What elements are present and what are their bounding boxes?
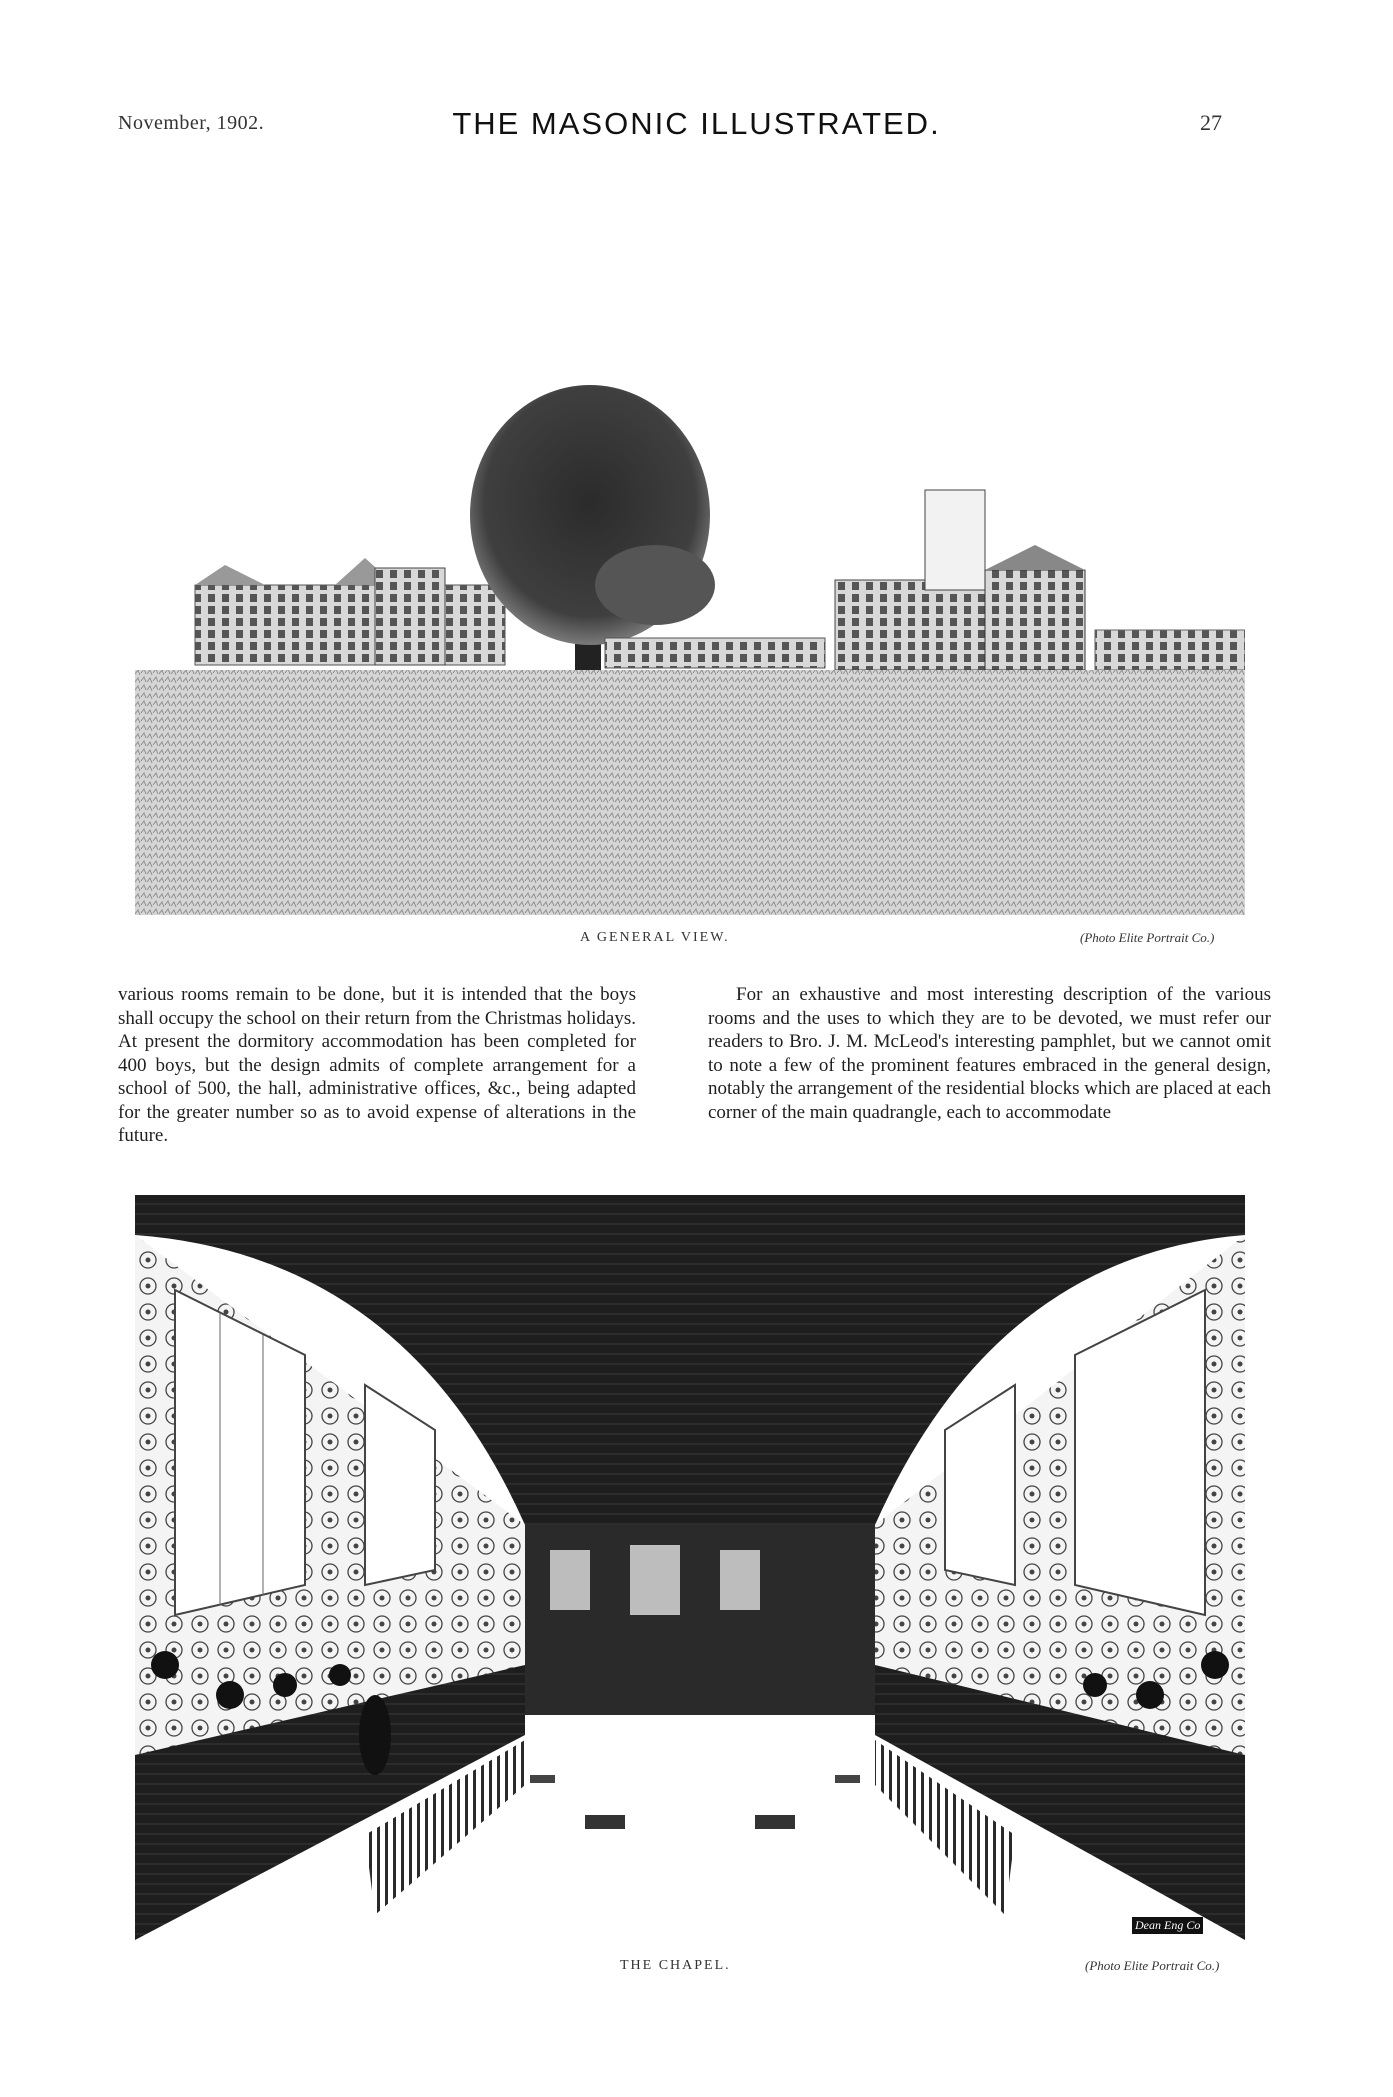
page-number: 27 [1200,110,1222,135]
engraver-mark: Dean Eng Co [1132,1917,1203,1934]
issue-date: November, 1902. [118,112,265,134]
article-column-left [118,983,636,1148]
article-column-right [708,983,1271,1124]
figure-caption-general-view: A GENERAL VIEW. [580,930,730,945]
general-view-photo [135,340,1245,915]
figure-caption-chapel: THE CHAPEL. [620,1958,731,1973]
article-paragraph: various rooms remain to be done, but it is intended that the boys shall occupy the school on their return from the Christmas holidays. At present the dormitory accommodation has been completed for 400 boys, but the design admits of complete arrangement for a school of 500, the hall, administrative offices, &c., being adapted for the greater number so as to avoid expense of alterations in the future. [118,984,636,1146]
publication-title: THE MASONIC ILLUSTRATED. [452,106,941,141]
photo-credit-general-view: (Photo Elite Portrait Co.) [1080,930,1215,945]
photo-credit-chapel: (Photo Elite Portrait Co.) [1085,1958,1220,1973]
general-view-illustration [135,340,1245,915]
chapel-illustration [135,1195,1245,1940]
chapel-photo [135,1195,1245,1940]
article-paragraph: For an exhaustive and most interesting description of the various rooms and the uses to which they are to be devoted, we must refer our readers to Bro. J. M. McLeod's interesting pamphlet, but we cannot omit to note a few of the prominent features embraced in the general design, notably the arrangement of the residential blocks which are placed at each corner of the main quadrangle, each to accommodate [708,984,1271,1123]
